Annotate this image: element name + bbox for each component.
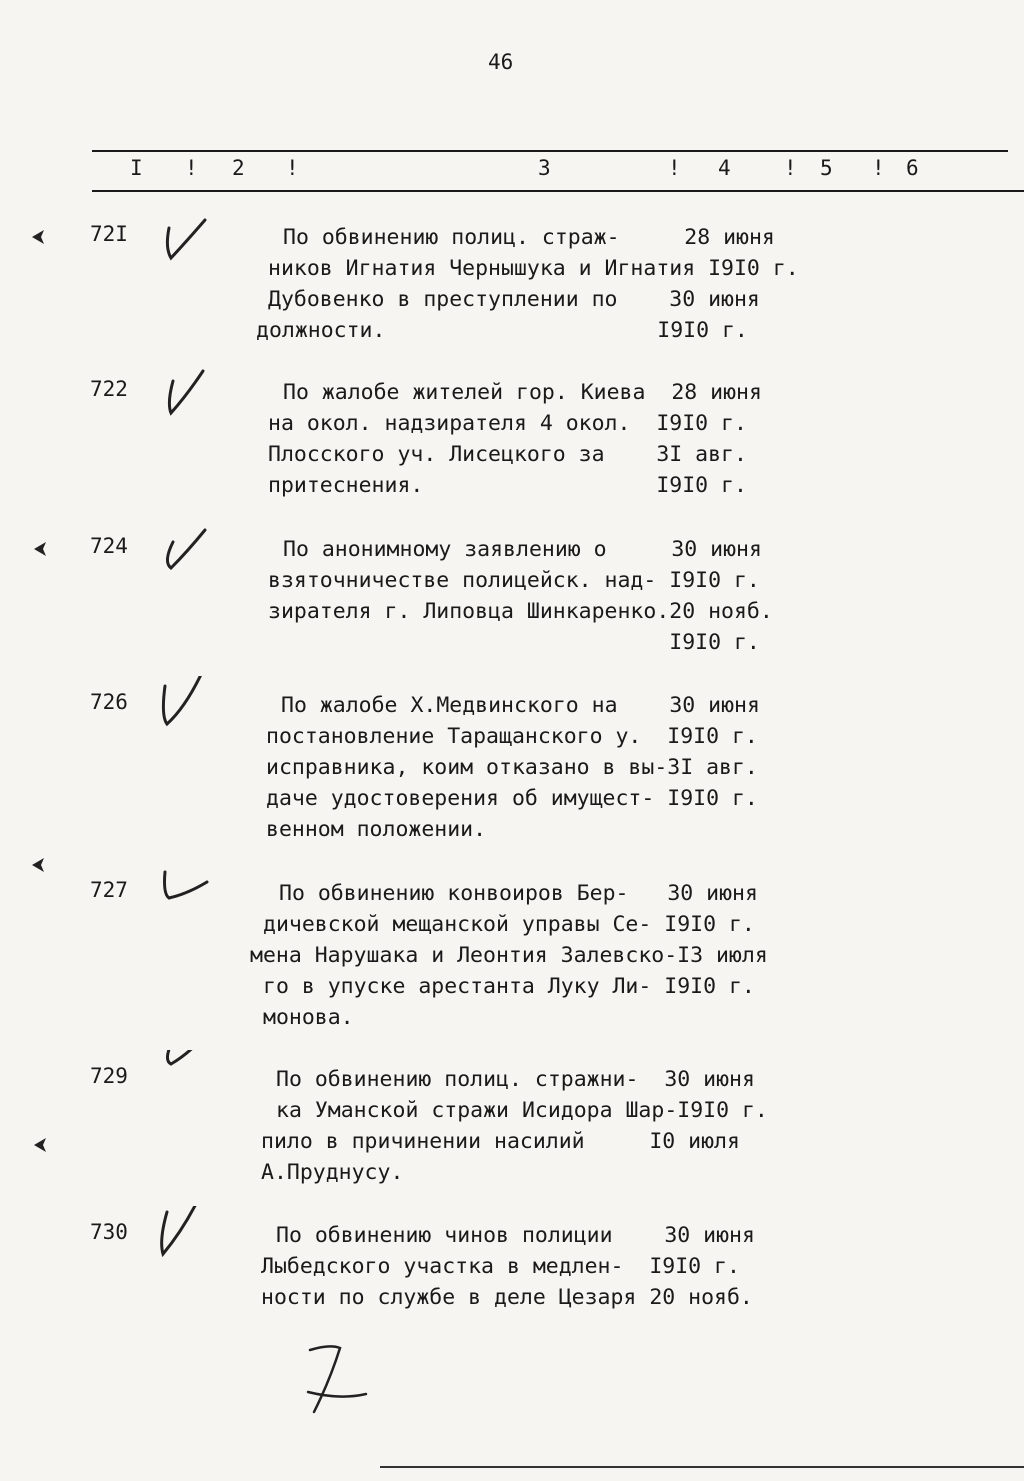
entry-line: Лыбедского участка в медлен- I9I0 г. [261,1254,740,1279]
entry-line: По обвинению чинов полиции 30 июня [276,1223,755,1248]
entry-number: 72I [90,222,128,246]
column-separator: ! [784,156,797,180]
entry-line: I9I0 г. [268,630,760,655]
entry-line: ка Уманской стражи Исидора Шар-I9I0 г. [276,1098,768,1123]
column-header-2: 2 [232,156,245,180]
entry-line: Дубовенко в преступлении по 30 июня [268,287,760,312]
entry-line: По жалобе жителей гор. Киева 28 июня [283,380,762,405]
entry-line: монова. [263,1005,354,1030]
column-separator: ! [872,156,885,180]
entry-line: мена Нарушака и Леонтия Залевско-I3 июля [250,943,768,968]
page-bottom-rule [380,1466,1024,1468]
column-header-3: 3 [538,156,551,180]
entry-line: дичевской мещанской управы Се- I9I0 г. [263,912,755,937]
column-header-4: 4 [718,156,731,180]
checkmark-icon [155,1050,215,1110]
entry-line: исправника, коим отказано в вы-3I авг. [266,755,758,780]
entry-line: По обвинению конвоиров Бер- 30 июня [279,881,758,906]
entry-line: взяточничестве полицейск. над- I9I0 г. [268,568,760,593]
entry-line: на окол. надзирателя 4 окол. I9I0 г. [268,411,747,436]
punch-hole-mark-icon [30,856,48,874]
entry-number: 727 [90,878,128,902]
entry-line: должности. I9I0 г. [256,318,748,343]
entry-number: 726 [90,690,128,714]
column-header-1: I [130,156,143,180]
entry-line: А.Пруднусу. [261,1160,404,1185]
entry-line: ности по службе в деле Цезаря 20 нояб. [261,1285,753,1310]
checkmark-icon [155,363,215,423]
column-separator: ! [286,156,299,180]
column-header-5: 5 [820,156,833,180]
punch-hole-mark-icon [30,228,48,246]
column-separator: ! [185,156,198,180]
checkmark-icon [155,676,215,736]
entry-number: 730 [90,1220,128,1244]
punch-hole-mark-icon [32,540,50,558]
entry-line: постановление Таращанского у. I9I0 г. [266,724,758,749]
entry-line: го в упуске арестанта Луку Ли- I9I0 г. [263,974,755,999]
page-number: 46 [488,50,514,74]
entry-number: 729 [90,1064,128,1088]
checkmark-icon [155,1206,215,1266]
table-header-bottom-rule [92,190,1024,192]
entry-number: 722 [90,377,128,401]
entry-line: По обвинению полиц. страж- 28 июня [283,225,775,250]
entry-number: 724 [90,534,128,558]
entry-line: Плосского уч. Лисецкого за 3I авг. [268,442,747,467]
entry-line: По обвинению полиц. стражни- 30 июня [276,1067,755,1092]
entry-line: По анонимному заявлению о 30 июня [283,537,762,562]
punch-hole-mark-icon [32,1136,50,1154]
checkmark-icon [155,208,215,268]
entry-line: ников Игнатия Чернышука и Игнатия I9I0 г. [268,256,799,281]
entry-line: венном положении. [266,817,487,842]
entry-line: притеснения. I9I0 г. [268,473,747,498]
entry-line: пило в причинении насилий I0 июля [261,1129,740,1154]
checkmark-icon [155,520,215,580]
column-separator: ! [668,156,681,180]
table-header-top-rule [92,150,1008,152]
handwritten-mark-icon [300,1340,380,1420]
column-header-6: 6 [906,156,919,180]
entry-line: По жалобе Х.Медвинского на 30 июня [281,693,760,718]
entry-line: даче удостоверения об имущест- I9I0 г. [266,786,758,811]
entry-line: зирателя г. Липовца Шинкаренко.20 нояб. [268,599,773,624]
checkmark-icon [155,864,215,924]
